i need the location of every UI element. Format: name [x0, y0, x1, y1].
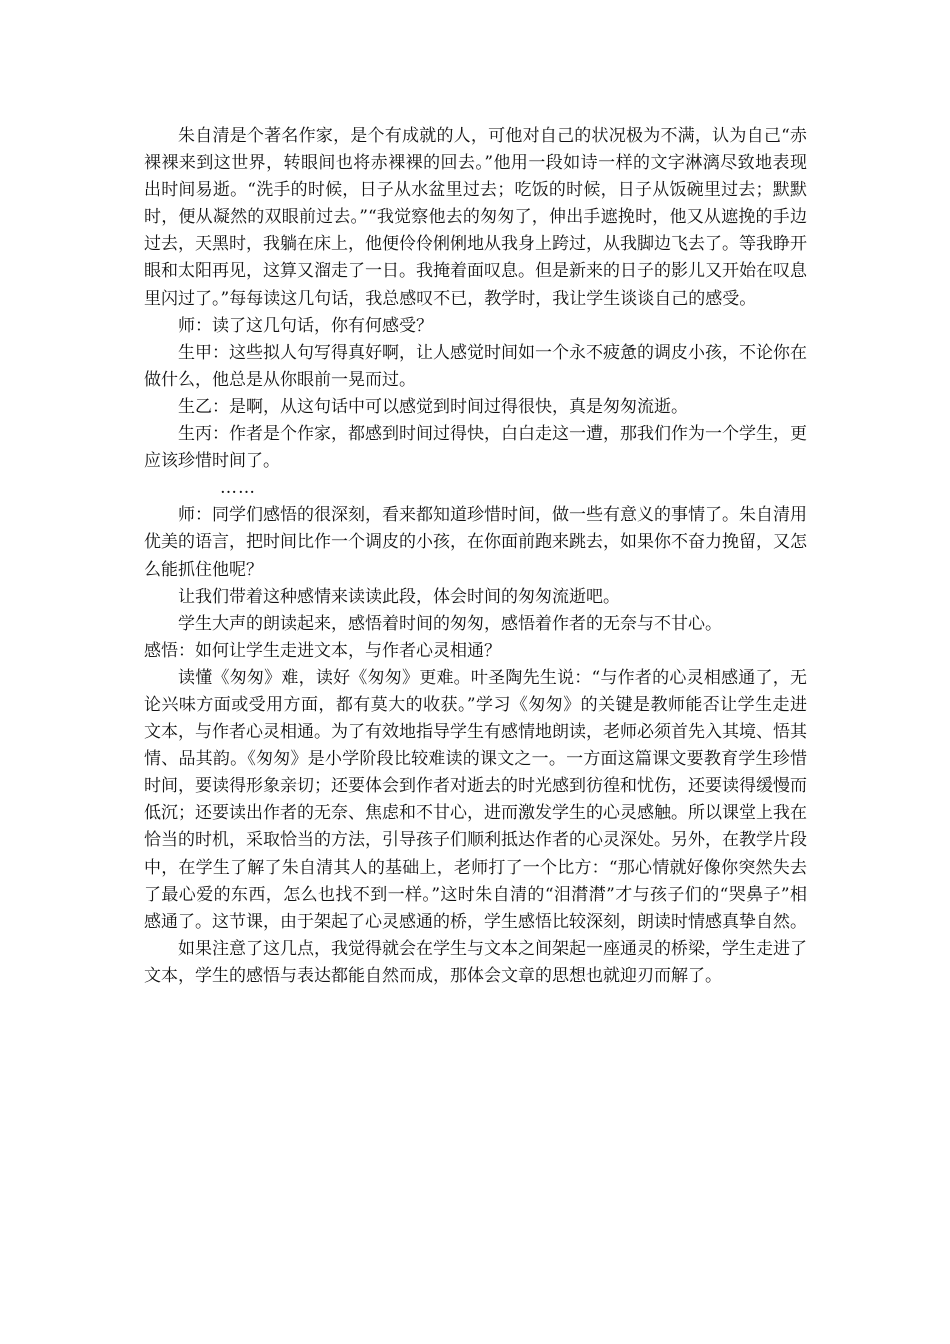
conclusion-paragraph: 如果注意了这几点，我觉得就会在学生与文本之间架起一座通灵的桥梁，学生走进了文本，学生的感悟与表达都能自然而成，那体会文章的思想也就迎刃而解了。 [144, 938, 807, 986]
reflection-heading: 感悟：如何让学生走进文本，与作者心灵相通？ [144, 640, 501, 661]
teacher-summary: 师：同学们感悟的很深刻，看来都知道珍惜时间，做一些有意义的事情了。朱自清用优美的语言，把时间比作一个调皮的小孩，在你面前跑来跳去，如果你不奋力挽留，又怎么能抓住他呢？ [144, 505, 807, 580]
ellipsis-line: …… [220, 478, 256, 499]
student-a-answer: 生甲：这些拟人句写得真好啊，让人感觉时间如一个永不疲惫的调皮小孩，不论你在做什么，他总是从你眼前一晃而过。 [144, 342, 807, 390]
teacher-question: 师：读了这几句话，你有何感受？ [178, 315, 433, 336]
reading-prompt: 让我们带着这种感情来读读此段，体会时间的匆匆流逝吧。 [178, 586, 620, 607]
intro-paragraph: 朱自清是个著名作家，是个有成就的人，可他对自己的状况极为不满，认为自己“赤裸裸来到这世界，转眼间也将赤裸裸的回去。”他用一段如诗一样的文字淋漓尽致地表现出时间易逝。“洗手的时候，日子从水盆里过去；吃饭的时候，日子从饭碗里过去；默默时，便从凝然的双眼前过去。”“我觉察他去的匆匆了，伸出手遮挽时，他又从遮挽的手边过去，天黑时，我躺在床上，他便伶伶俐俐地从我身上跨过，从我脚边飞去了。等我睁开眼和太阳再见，这算又溜走了一日。我掩着面叹息。但是新来的日子的影儿又开始在叹息里闪过了。”每每读这几句话，我总感叹不已，教学时，我让学生谈谈自己的感受。 [144, 126, 807, 309]
reflection-body: 读懂《匆匆》难，读好《匆匆》更难。叶圣陶先生说：“与作者的心灵相感通了，无论兴味方面或受用方面，都有莫大的收获。”学习《匆匆》的关键是教师能否让学生走进文本，与作者心灵相通。为了有效地指导学生有感情地朗读，老师必须首先入其境、悟其情、品其韵。《匆匆》是小学阶段比较难读的课文之一。一方面这篇课文要教育学生珍惜时间，要读得形象亲切；还要体会到作者对逝去的时光感到彷徨和忧伤，还要读得缓慢而低沉；还要读出作者的无奈、焦虑和不甘心，进而激发学生的心灵感触。所以课堂上我在恰当的时机，采取恰当的方法，引导孩子们顺利抵达作者的心灵深处。另外，在教学片段中，在学生了解了朱自清其人的基础上，老师打了一个比方：“那心情就好像你突然失去了最心爱的东西，怎么也找不到一样。”这时朱自清的“泪潸潸”才与孩子们的“哭鼻子”相感通了。这节课，由于架起了心灵感通的桥，学生感悟比较深刻，朗读时情感真挚自然。 [144, 667, 807, 932]
document-page [144, 123, 807, 990]
student-b-answer: 生乙：是啊，从这句话中可以感觉到时间过得很快，真是匆匆流逝。 [178, 396, 688, 417]
students-reading: 学生大声的朗读起来，感悟着时间的匆匆，感悟着作者的无奈与不甘心。 [178, 613, 722, 634]
student-c-answer: 生丙：作者是个作家，都感到时间过得快，白白走这一遭，那我们作为一个学生，更应该珍惜时间了。 [144, 424, 807, 472]
